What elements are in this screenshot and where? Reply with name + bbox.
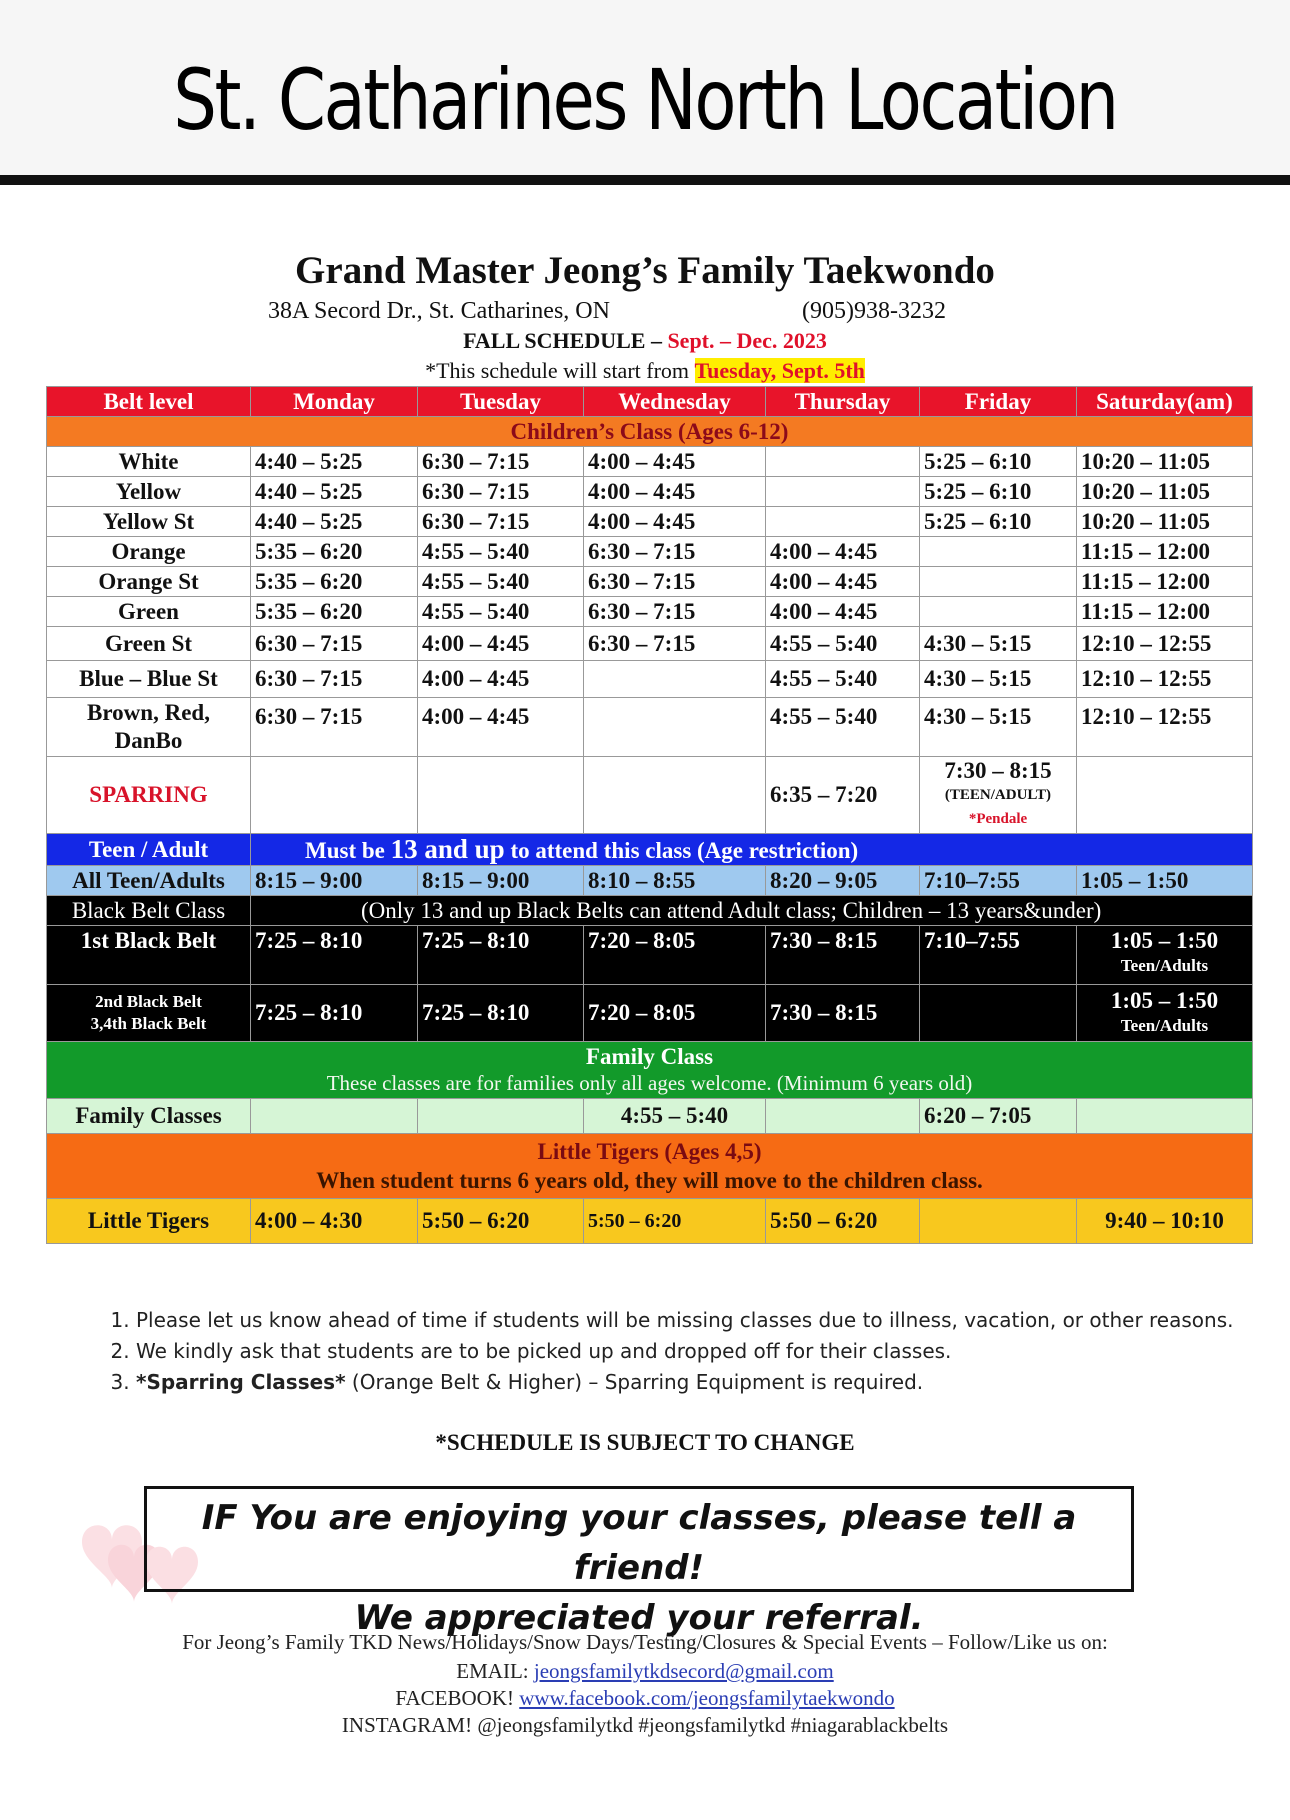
table-row bbox=[47, 866, 1253, 896]
table-row bbox=[47, 507, 1253, 537]
family-section-header bbox=[47, 1042, 1253, 1099]
time-cell: 4:00 – 4:45 bbox=[766, 537, 920, 567]
email-link[interactable]: jeongsfamilytkdsecord@gmail.com bbox=[533, 1659, 834, 1683]
sparring-friday-location: *Pendale bbox=[968, 811, 1028, 827]
time-cell bbox=[251, 757, 418, 834]
col-belt-level: Belt level bbox=[47, 387, 251, 417]
time-cell bbox=[418, 1099, 584, 1134]
time-cell: 4:40 – 5:25 bbox=[251, 477, 418, 507]
time-cell: 4:00 – 4:30 bbox=[251, 1199, 418, 1244]
time-cell: 11:15 – 12:00 bbox=[1077, 537, 1253, 567]
time-value: 1:05 – 1:50 bbox=[1110, 928, 1219, 953]
time-cell: 6:30 – 7:15 bbox=[251, 627, 418, 661]
time-cell: 8:10 – 8:55 bbox=[584, 866, 766, 896]
time-cell: 7:30 – 8:15 bbox=[766, 926, 920, 985]
table-row bbox=[47, 1199, 1253, 1244]
time-cell: 5:50 – 6:20 bbox=[584, 1199, 766, 1244]
teen-notice-c: to attend this class (Age restriction) bbox=[510, 838, 859, 863]
time-cell: 6:30 – 7:15 bbox=[251, 698, 418, 757]
time-cell: 12:10 – 12:55 bbox=[1077, 698, 1253, 757]
belt-cell: Yellow bbox=[47, 477, 251, 507]
time-cell bbox=[766, 477, 920, 507]
sparring-friday-note: (TEEN/ADULT) bbox=[944, 787, 1052, 803]
time-cell: 7:25 – 8:10 bbox=[251, 985, 418, 1042]
time-cell bbox=[584, 757, 766, 834]
table-row-first-black bbox=[47, 926, 1253, 985]
time-cell: 5:50 – 6:20 bbox=[418, 1199, 584, 1244]
notes-list bbox=[96, 1305, 1236, 1398]
time-cell: 7:30 – 8:15 bbox=[766, 985, 920, 1042]
table-row bbox=[47, 567, 1253, 597]
schedule-title bbox=[0, 328, 1290, 354]
subject-to-change: *SCHEDULE IS SUBJECT TO CHANGE bbox=[435, 1430, 855, 1455]
col-saturday: Saturday(am) bbox=[1077, 387, 1253, 417]
schedule-table bbox=[46, 386, 1253, 1244]
time-cell: 8:15 – 9:00 bbox=[251, 866, 418, 896]
start-text: *This schedule will start from bbox=[425, 358, 690, 383]
note-item: 1. Please let us know ahead of time if students will be missing classes due to illness, vacation, or other reasons. bbox=[136, 1305, 1236, 1336]
belt-cell: Green St bbox=[47, 627, 251, 661]
time-cell bbox=[920, 537, 1077, 567]
time-cell: 4:30 – 5:15 bbox=[920, 627, 1077, 661]
time-cell bbox=[584, 698, 766, 757]
time-cell: 9:40 – 10:10 bbox=[1077, 1199, 1253, 1244]
tigers-section-header bbox=[47, 1134, 1253, 1199]
sparring-friday-cell bbox=[920, 757, 1077, 834]
time-cell: 4:55 – 5:40 bbox=[766, 698, 920, 757]
time-cell bbox=[1077, 1099, 1253, 1134]
brown-label-2: DanBo bbox=[114, 728, 183, 753]
saturday-cell bbox=[1077, 926, 1253, 985]
time-cell: 6:30 – 7:15 bbox=[584, 627, 766, 661]
time-cell: 4:00 – 4:45 bbox=[766, 597, 920, 627]
belt-cell: Orange St bbox=[47, 567, 251, 597]
teen-notice-b: 13 and up bbox=[390, 834, 505, 864]
teen-label: Teen / Adult bbox=[47, 834, 251, 866]
email-line bbox=[0, 1659, 1290, 1684]
time-cell: 5:35 – 6:20 bbox=[251, 597, 418, 627]
facebook-line bbox=[0, 1686, 1290, 1711]
time-cell bbox=[920, 985, 1077, 1042]
saturday-cell bbox=[1077, 985, 1253, 1042]
banner bbox=[0, 0, 1290, 175]
time-cell: 4:55 – 5:40 bbox=[418, 597, 584, 627]
sparring-friday-time: 7:30 – 8:15 bbox=[944, 758, 1052, 783]
time-cell: 6:30 – 7:15 bbox=[418, 447, 584, 477]
banner-title: St. Catharines North Location bbox=[173, 51, 1117, 149]
tigers-note: When student turns 6 years old, they will move to the children class. bbox=[316, 1168, 983, 1193]
teen-adult-note: Teen/Adults bbox=[1120, 956, 1209, 975]
belt-cell bbox=[47, 698, 251, 757]
facebook-link[interactable]: www.facebook.com/jeongsfamilytaekwondo bbox=[519, 1686, 895, 1710]
time-cell: 6:20 – 7:05 bbox=[920, 1099, 1077, 1134]
table-row bbox=[47, 661, 1253, 698]
time-cell: 12:10 – 12:55 bbox=[1077, 661, 1253, 698]
schedule-range: Sept. – Dec. 2023 bbox=[667, 328, 827, 353]
time-cell: 4:55 – 5:40 bbox=[766, 627, 920, 661]
time-cell bbox=[920, 597, 1077, 627]
teen-adult-note: Teen/Adults bbox=[1120, 1016, 1209, 1035]
start-note bbox=[0, 358, 1290, 384]
note-text: (Orange Belt & Higher) – Sparring Equipment is required. bbox=[351, 1370, 924, 1394]
time-cell: 7:25 – 8:10 bbox=[418, 985, 584, 1042]
email-label: EMAIL: bbox=[456, 1659, 529, 1683]
time-cell: 4:00 – 4:45 bbox=[418, 627, 584, 661]
referral-line-1: IF You are enjoying your classes, please tell a friend! bbox=[201, 1498, 1077, 1588]
time-cell bbox=[920, 1199, 1077, 1244]
time-cell: 10:20 – 11:05 bbox=[1077, 447, 1253, 477]
time-cell: 4:55 – 5:40 bbox=[766, 661, 920, 698]
children-section-header bbox=[47, 417, 1253, 447]
time-cell: 7:10–7:55 bbox=[920, 926, 1077, 985]
table-row-sparring bbox=[47, 757, 1253, 834]
note-bold: *Sparring Classes* bbox=[136, 1370, 346, 1394]
tigers-header-cell bbox=[47, 1134, 1253, 1199]
time-cell: 5:50 – 6:20 bbox=[766, 1199, 920, 1244]
time-cell: 7:20 – 8:05 bbox=[584, 926, 766, 985]
time-cell: 4:00 – 4:45 bbox=[584, 477, 766, 507]
table-row-brown bbox=[47, 698, 1253, 757]
belt-cell: Blue – Blue St bbox=[47, 661, 251, 698]
sparring-label: SPARRING bbox=[47, 757, 251, 834]
family-note: These classes are for families only all ages welcome. (Minimum 6 years old) bbox=[326, 1071, 973, 1095]
time-cell: 4:40 – 5:25 bbox=[251, 507, 418, 537]
teen-section-header bbox=[47, 834, 1253, 866]
schedule-label: FALL SCHEDULE – bbox=[463, 328, 662, 353]
family-title: Family Class bbox=[585, 1044, 714, 1069]
belt-cell: Little Tigers bbox=[47, 1199, 251, 1244]
col-wednesday: Wednesday bbox=[584, 387, 766, 417]
family-header-cell bbox=[47, 1042, 1253, 1099]
table-row bbox=[47, 1099, 1253, 1134]
time-cell: 4:00 – 4:45 bbox=[418, 698, 584, 757]
col-monday: Monday bbox=[251, 387, 418, 417]
col-friday: Friday bbox=[920, 387, 1077, 417]
table-row-second-black bbox=[47, 985, 1253, 1042]
tigers-title: Little Tigers (Ages 4,5) bbox=[537, 1139, 762, 1164]
note-item: 2. We kindly ask that students are to be picked up and dropped off for their classes. bbox=[136, 1336, 1236, 1367]
time-cell: 7:25 – 8:10 bbox=[251, 926, 418, 985]
brown-label-1: Brown, Red, bbox=[87, 700, 210, 725]
banner-divider bbox=[0, 175, 1290, 185]
col-thursday: Thursday bbox=[766, 387, 920, 417]
table-row bbox=[47, 447, 1253, 477]
time-cell: 12:10 – 12:55 bbox=[1077, 627, 1253, 661]
time-cell bbox=[418, 757, 584, 834]
time-cell: 6:35 – 7:20 bbox=[766, 757, 920, 834]
time-cell bbox=[1077, 757, 1253, 834]
time-cell: 5:35 – 6:20 bbox=[251, 537, 418, 567]
time-cell: 6:30 – 7:15 bbox=[251, 661, 418, 698]
third-black-label: 3,4th Black Belt bbox=[90, 1014, 207, 1033]
belt-cell: White bbox=[47, 447, 251, 477]
time-cell bbox=[766, 1099, 920, 1134]
time-cell: 6:30 – 7:15 bbox=[584, 537, 766, 567]
time-cell: 6:30 – 7:15 bbox=[584, 597, 766, 627]
table-row bbox=[47, 597, 1253, 627]
belt-cell bbox=[47, 985, 251, 1042]
time-cell: 7:20 – 8:05 bbox=[584, 985, 766, 1042]
teen-notice bbox=[251, 834, 1253, 866]
belt-cell: Family Classes bbox=[47, 1099, 251, 1134]
time-cell: 1:05 – 1:50 bbox=[1077, 866, 1253, 896]
referral-line-2: We appreciated your referral. bbox=[354, 1598, 924, 1638]
col-tuesday: Tuesday bbox=[418, 387, 584, 417]
instagram-line: INSTAGRAM! @jeongsfamilytkd #jeongsfamilytkd #niagarablackbelts bbox=[341, 1713, 949, 1737]
time-cell: 7:25 – 8:10 bbox=[418, 926, 584, 985]
belt-cell: All Teen/Adults bbox=[47, 866, 251, 896]
time-cell: 6:30 – 7:15 bbox=[584, 567, 766, 597]
children-title: Children’s Class (Ages 6-12) bbox=[47, 417, 1253, 447]
time-cell bbox=[766, 507, 920, 537]
time-cell: 10:20 – 11:05 bbox=[1077, 477, 1253, 507]
time-cell: 4:55 – 5:40 bbox=[418, 537, 584, 567]
phone: (905)938-3232 bbox=[802, 298, 946, 324]
blackbelt-title: Black Belt Class bbox=[47, 896, 251, 926]
referral-box bbox=[144, 1486, 1134, 1638]
follow-line: For Jeong’s Family TKD News/Holidays/Snow Days/Testing/Closures & Special Events – Follow/Like us on: bbox=[182, 1630, 1108, 1654]
header-row bbox=[47, 387, 1253, 417]
table-row bbox=[47, 477, 1253, 507]
time-cell: 6:30 – 7:15 bbox=[418, 507, 584, 537]
time-cell bbox=[584, 661, 766, 698]
address: 38A Secord Dr., St. Catharines, ON bbox=[268, 298, 610, 324]
time-value: 1:05 – 1:50 bbox=[1110, 988, 1219, 1013]
note-item bbox=[136, 1367, 1236, 1398]
time-cell bbox=[251, 1099, 418, 1134]
time-cell: 4:00 – 4:45 bbox=[766, 567, 920, 597]
time-cell: 4:00 – 4:45 bbox=[418, 661, 584, 698]
blackbelt-section-header bbox=[47, 896, 1253, 926]
time-cell: 8:20 – 9:05 bbox=[766, 866, 920, 896]
time-cell: 8:15 – 9:00 bbox=[418, 866, 584, 896]
time-cell bbox=[920, 567, 1077, 597]
time-cell: 4:40 – 5:25 bbox=[251, 447, 418, 477]
time-cell: 5:25 – 6:10 bbox=[920, 447, 1077, 477]
start-date: Tuesday, Sept. 5th bbox=[694, 358, 865, 383]
blackbelt-note: (Only 13 and up Black Belts can attend Adult class; Children – 13 years&under) bbox=[251, 896, 1253, 926]
time-cell: 5:35 – 6:20 bbox=[251, 567, 418, 597]
second-black-label: 2nd Black Belt bbox=[95, 992, 202, 1011]
time-cell: 4:30 – 5:15 bbox=[920, 661, 1077, 698]
time-cell: 4:55 – 5:40 bbox=[584, 1099, 766, 1134]
teen-notice-a: Must be bbox=[305, 838, 385, 863]
time-cell: 4:30 – 5:15 bbox=[920, 698, 1077, 757]
time-cell: 11:15 – 12:00 bbox=[1077, 567, 1253, 597]
belt-cell: Yellow St bbox=[47, 507, 251, 537]
time-cell: 10:20 – 11:05 bbox=[1077, 507, 1253, 537]
org-title: Grand Master Jeong’s Family Taekwondo bbox=[295, 249, 995, 292]
time-cell bbox=[766, 447, 920, 477]
belt-cell: 1st Black Belt bbox=[47, 926, 251, 985]
time-cell: 4:00 – 4:45 bbox=[584, 507, 766, 537]
time-cell: 7:10–7:55 bbox=[920, 866, 1077, 896]
table-row bbox=[47, 627, 1253, 661]
belt-cell: Green bbox=[47, 597, 251, 627]
facebook-label: FACEBOOK! bbox=[395, 1686, 514, 1710]
time-cell: 5:25 – 6:10 bbox=[920, 507, 1077, 537]
time-cell: 4:00 – 4:45 bbox=[584, 447, 766, 477]
table-row bbox=[47, 537, 1253, 567]
time-cell: 11:15 – 12:00 bbox=[1077, 597, 1253, 627]
belt-cell: Orange bbox=[47, 537, 251, 567]
time-cell: 6:30 – 7:15 bbox=[418, 477, 584, 507]
time-cell: 4:55 – 5:40 bbox=[418, 567, 584, 597]
time-cell: 5:25 – 6:10 bbox=[920, 477, 1077, 507]
